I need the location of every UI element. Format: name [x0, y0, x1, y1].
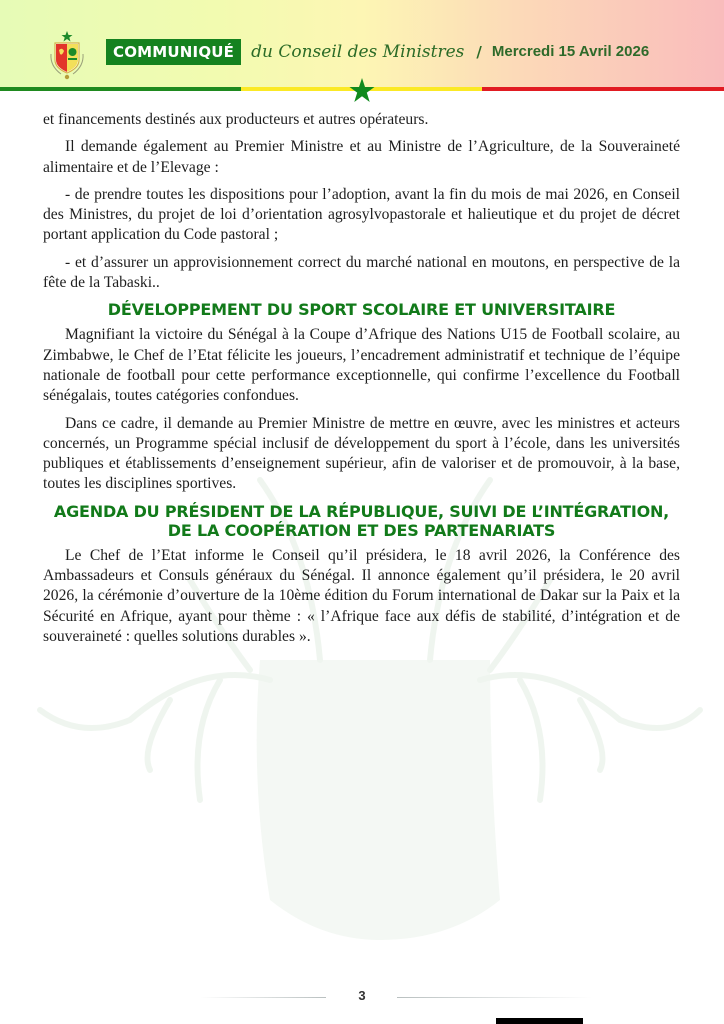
title-separator: /	[476, 43, 482, 61]
footer-rule-left	[200, 997, 326, 998]
footer-rule-right	[397, 997, 592, 998]
paragraph: Il demande également au Premier Ministre et au Ministre de l’Agriculture, de la Souveraineté alimentaire et de l’Elevage :	[43, 138, 680, 176]
paragraph: Dans ce cadre, il demande au Premier Ministre de mettre en œuvre, avec les ministres et acteurs concernés, un Programme spécial inclusif de développement du sport à l’école, dans les universités publiques et établissements d’enseignement supérieur, afin de valoriser et de promouvoir, à la base, toutes les disciplines sportives.	[43, 414, 680, 493]
council-title-script: du Conseil des Ministres	[251, 42, 465, 62]
header-title-row	[106, 38, 649, 66]
paragraph: et financements destinés aux producteurs et autres opérateurs.	[43, 111, 429, 128]
meeting-date: Mercredi 15 Avril 2026	[491, 43, 650, 60]
page-number: 3	[358, 988, 366, 1003]
communique-body	[43, 110, 680, 654]
paragraph: Le Chef de l’Etat informe le Conseil qu’il présidera, le 18 avril 2026, la Conférence des Ambassadeurs et Consuls généraux du Sénégal. Il annonce également qu’il présidera, le 20 avril 2026, la cérémonie d’ouverture de la 10ème édition du Forum international de Dakar sur la Paix et la Sécurité en Afrique, ayant pour thème : « l’Afrique face aux défis de stabilité, d’intégration et de souveraineté : quelles solutions durables ».	[43, 546, 680, 645]
communique-banner: COMMUNIQUÉ	[106, 39, 241, 65]
section-heading: DÉVELOPPEMENT DU SPORT SCOLAIRE ET UNIVERSITAIRE	[107, 300, 616, 320]
paragraph: Magnifiant la victoire du Sénégal à la Coupe d’Afrique des Nations U15 de Football scolaire, au Zimbabwe, le Chef de l’Etat félicite les joueurs, l’encadrement administratif et technique de l’équipe nationale de football pour cette performance exceptionnelle, qui confirme l’excellence du Football sénégalais, toutes catégories confondues.	[43, 326, 680, 405]
senegal-coat-of-arms-icon	[47, 30, 87, 80]
paragraph: - de prendre toutes les dispositions pour l’adoption, avant la fin du mois de mai 2026, en Conseil des Ministres, du projet de loi d’orientation agrosylvopastorale et halieutique et du projet de décret portant application du Code pastoral ;	[43, 185, 680, 244]
bottom-black-bar	[496, 1018, 583, 1024]
flag-stripe-green	[0, 87, 241, 91]
paragraph: - et d’assurer un approvisionnement correct du marché national en moutons, en perspective de la fête de la Tabaski..	[43, 253, 680, 292]
section-heading: AGENDA DU PRÉSIDENT DE LA RÉPUBLIQUE, SUIVI DE L’INTÉGRATION, DE LA COOPÉRATION ET DES PARTENARIATS	[53, 501, 670, 540]
flag-stripe-red	[482, 87, 724, 91]
green-star-icon	[349, 77, 375, 103]
